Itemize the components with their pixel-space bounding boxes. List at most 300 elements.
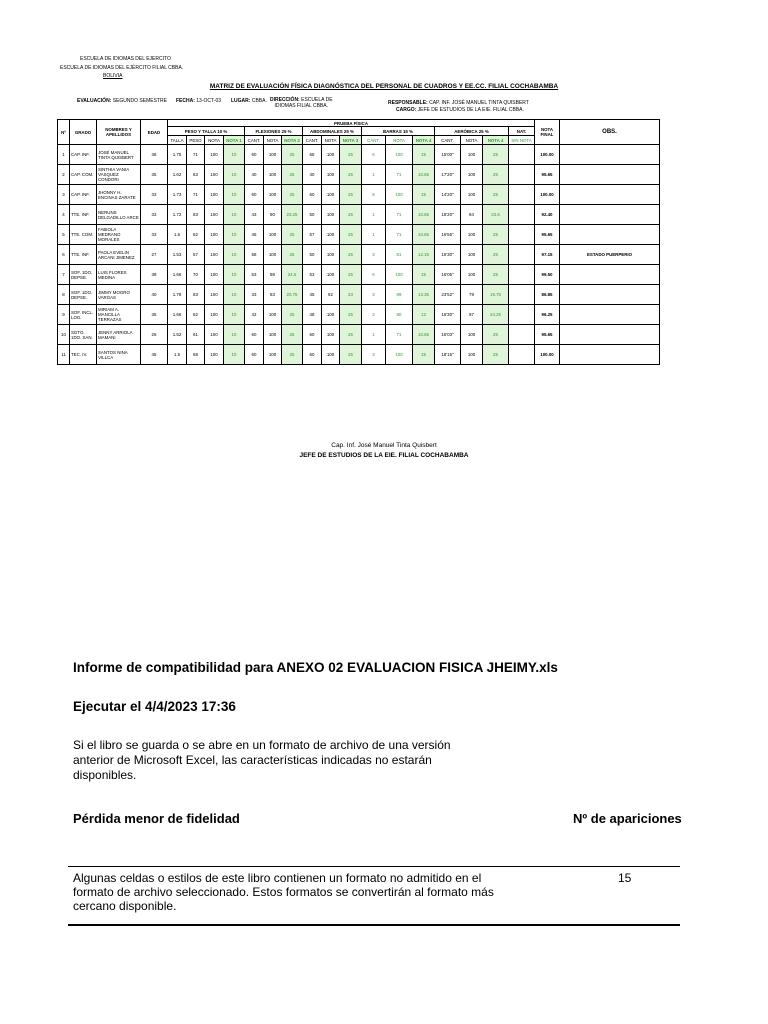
cell-nombres: JOSÉ MANUEL TINTA QUISBERT (97, 145, 141, 165)
cell-barras-cant: 6 (362, 265, 386, 285)
cell-aerob-nota: 100 (461, 265, 483, 285)
cell-edad: 26 (141, 325, 168, 345)
cell-aerob-nota: 97 (461, 305, 483, 325)
cell-aerob-tiempo: 16'30" (435, 305, 461, 325)
cell-peso: 70 (187, 265, 205, 285)
cell-nota3: 25 (340, 145, 362, 165)
cell-aerob-tiempo: 16'05" (435, 265, 461, 285)
cell-nota1: 10 (224, 345, 245, 365)
cell-observaciones (560, 225, 660, 245)
cell-peso: 58 (187, 345, 205, 365)
cell-edad: 33 (141, 225, 168, 245)
cell-flex-nota: 90 (264, 205, 282, 225)
cell-barras-nota: 80 (386, 305, 413, 325)
position-info: CARGO: JEFE DE ESTUDIOS DE LA EIE. FILIAL CBBA. (396, 107, 524, 113)
sub-nota: NOTA (264, 136, 282, 145)
cell-nombres: JHONNY H. ENCINAS ZARATE (97, 185, 141, 205)
cell-nota4-aerob: 23.5 (483, 205, 509, 225)
sub-sin-nota: SIN NOTA (509, 136, 535, 145)
cell-nota2: 24.5 (282, 265, 303, 285)
header-edad: EDAD (141, 120, 168, 145)
header-prueba-fisica: PRUEBA FÍSICA (168, 120, 535, 127)
sub-nota: NOTA (205, 136, 224, 145)
cell-nota4-barras: 10.65 (413, 165, 435, 185)
sub-nota4: NOTA 4 (413, 136, 435, 145)
cell-barras-cant: 6 (362, 145, 386, 165)
cell-nota1: 10 (224, 245, 245, 265)
cell-nota-peso: 100 (205, 345, 224, 365)
cell-abd-nota: 100 (322, 305, 340, 325)
cell-edad: 27 (141, 245, 168, 265)
cell-nombres: NERUNS DELGADILLO ARCE (97, 205, 141, 225)
sub-cant: CANT. (435, 136, 461, 145)
cell-nombres: JENNY ARRIOLA MAMANI (97, 325, 141, 345)
table-row (58, 185, 660, 205)
cell-nat-sin-nota (509, 245, 535, 265)
cell-flex-nota: 100 (264, 185, 282, 205)
cell-nombres: FABIOLA MEDRANO MORALES (97, 225, 141, 245)
group-barras: BARRAS 15 % (362, 127, 435, 136)
cell-nota4-barras: 12 (413, 305, 435, 325)
cell-talla: 1.6 (168, 225, 187, 245)
cell-observaciones (560, 145, 660, 165)
cell-peso: 71 (187, 145, 205, 165)
document-title: MATRIZ DE EVALUACIÓN FÍSICA DIAGNÓSTICA DEL PERSONAL DE CUADROS Y EE.CC. FILIAL COCHABAMBA (209, 83, 559, 90)
cell-nota4-aerob: 25 (483, 325, 509, 345)
table-row (58, 325, 660, 345)
cell-row-number: 11 (58, 345, 70, 365)
cell-peso: 62 (187, 305, 205, 325)
cell-flex-cant: 60 (245, 185, 264, 205)
cell-flex-nota: 83 (264, 285, 282, 305)
cell-grado: SGTO. 1DO. SAN. (70, 325, 97, 345)
cell-nota-final: 92.40 (535, 205, 560, 225)
cell-peso: 83 (187, 205, 205, 225)
cell-barras-nota: 71 (386, 325, 413, 345)
cell-flex-cant: 43 (245, 205, 264, 225)
group-abdominales: ABDOMINALES 25 % (303, 127, 362, 136)
cell-nota4-barras: 15 (413, 265, 435, 285)
cell-abd-cant: 57 (303, 225, 322, 245)
cell-barras-cant: 2 (362, 305, 386, 325)
cell-peso: 62 (187, 225, 205, 245)
cell-nat-sin-nota (509, 165, 535, 185)
cell-nota-final: 100.00 (535, 145, 560, 165)
cell-nota-final: 100.00 (535, 185, 560, 205)
cell-nota4-barras: 15 (413, 145, 435, 165)
cell-aerob-nota: 100 (461, 225, 483, 245)
cell-nota4-aerob: 25 (483, 245, 509, 265)
cell-nombres: PAOLA EVELIN ARCANI JIMENEZ (97, 245, 141, 265)
cell-barras-nota: 100 (386, 185, 413, 205)
sub-nota1: NOTA 1 (224, 136, 245, 145)
issue-top-border (68, 866, 680, 867)
cell-flex-nota: 100 (264, 225, 282, 245)
cell-observaciones (560, 205, 660, 225)
cell-talla: 1.66 (168, 305, 187, 325)
cell-aerob-nota: 100 (461, 185, 483, 205)
cell-nota4-aerob: 25 (483, 345, 509, 365)
sub-nota4: NOTA 4 (483, 136, 509, 145)
sub-cant: CANT. (362, 136, 386, 145)
cell-edad: 33 (141, 185, 168, 205)
table-row (58, 245, 660, 265)
cell-flex-cant: 45 (245, 225, 264, 245)
date-info: FECHA: 13-OCT-03 (176, 98, 222, 104)
cell-nota4-aerob: 25 (483, 145, 509, 165)
cell-abd-nota: 100 (322, 185, 340, 205)
cell-nota-final: 99.50 (535, 265, 560, 285)
cell-abd-cant: 65 (303, 145, 322, 165)
cell-aerob-nota: 100 (461, 325, 483, 345)
cell-abd-nota: 100 (322, 165, 340, 185)
cell-flex-cant: 40 (245, 165, 264, 185)
table-row (58, 225, 660, 245)
cell-nota-peso: 100 (205, 165, 224, 185)
cell-aerob-nota: 100 (461, 165, 483, 185)
sub-peso: PESO (187, 136, 205, 145)
cell-flex-nota: 100 (264, 145, 282, 165)
group-flexiones: FLEXIONES 25 % (245, 127, 303, 136)
sub-cant: CANT. (245, 136, 264, 145)
cell-aerob-tiempo: 16'03" (435, 325, 461, 345)
cell-abd-cant: 60 (303, 185, 322, 205)
cell-grado: SOF. INCL. LOG. (70, 305, 97, 325)
cell-nota3: 25 (340, 245, 362, 265)
cell-flex-cant: 60 (245, 345, 264, 365)
header-grado: GRADO (70, 120, 97, 145)
cell-flex-cant: 42 (245, 305, 264, 325)
cell-nota-peso: 100 (205, 305, 224, 325)
school-branch-line: ESCUELA DE IDIOMAS DEL EJÉRCITO FILIAL CBBA. (60, 65, 184, 71)
cell-talla: 1.75 (168, 145, 187, 165)
cell-row-number: 6 (58, 245, 70, 265)
cell-grado: CAP. INF. (70, 145, 97, 165)
cell-barras-cant: 1 (362, 225, 386, 245)
cell-nota4-barras: 15 (413, 185, 435, 205)
cell-nota1: 10 (224, 325, 245, 345)
sub-nota: NOTA (322, 136, 340, 145)
cell-observaciones: ESTADO PUERPERIO (560, 245, 660, 265)
table-row (58, 345, 660, 365)
header-nota-final: NOTA FINAL (535, 120, 560, 145)
cell-peso: 83 (187, 285, 205, 305)
cell-nota1: 10 (224, 165, 245, 185)
cell-row-number: 5 (58, 225, 70, 245)
cell-barras-nota: 71 (386, 225, 413, 245)
cell-abd-cant: 50 (303, 205, 322, 225)
compat-report-description: Si el libro se guarda o se abre en un formato de archivo de una versión anterior de Microsoft Excel, las características indicadas no estarán disponibles. (73, 738, 451, 782)
cell-abd-nota: 100 (322, 325, 340, 345)
place-info: LUGAR: CBBA. (231, 98, 267, 104)
cell-edad: 33 (141, 205, 168, 225)
cell-observaciones (560, 285, 660, 305)
sub-talla: TALLA (168, 136, 187, 145)
header-n: Nº (58, 120, 70, 145)
cell-nota1: 10 (224, 145, 245, 165)
cell-edad: 45 (141, 345, 168, 365)
cell-nota2: 25 (282, 185, 303, 205)
cell-nota3: 25 (340, 185, 362, 205)
cell-nota1: 10 (224, 265, 245, 285)
group-peso-talla: PESO Y TALLA 10 % (168, 127, 245, 136)
cell-peso: 61 (187, 325, 205, 345)
cell-aerob-tiempo: 23'52" (435, 285, 461, 305)
cell-abd-nota: 100 (322, 345, 340, 365)
issue-description: Algunas celdas o estilos de este libro contienen un formato no admitido en el formato de archivo seleccionado. Estos formatos se convertirán al formato más cercano disponible. (73, 871, 494, 913)
cell-talla: 1.5 (168, 345, 187, 365)
cell-row-number: 7 (58, 265, 70, 285)
cell-edad: 35 (141, 165, 168, 185)
cell-nota4-aerob: 25 (483, 225, 509, 245)
cell-row-number: 1 (58, 145, 70, 165)
cell-observaciones (560, 325, 660, 345)
cell-aerob-tiempo: 16'55" (435, 225, 461, 245)
signature-position: JEFE DE ESTUDIOS DE LA EIE. FILIAL COCHABAMBA (299, 452, 469, 459)
cell-nota-final: 97.15 (535, 245, 560, 265)
cell-observaciones (560, 165, 660, 185)
cell-nota1: 10 (224, 225, 245, 245)
cell-abd-cant: 50 (303, 245, 322, 265)
cell-nat-sin-nota (509, 345, 535, 365)
cell-talla: 1.73 (168, 185, 187, 205)
cell-grado: CAP. INF. (70, 185, 97, 205)
cell-nota4-barras: 10.65 (413, 205, 435, 225)
cell-nota-peso: 100 (205, 265, 224, 285)
cell-nota1: 10 (224, 305, 245, 325)
group-aerobica: AERÓBICA 25 % (435, 127, 509, 136)
cell-row-number: 10 (58, 325, 70, 345)
cell-nota-final: 86.85 (535, 285, 560, 305)
sub-nota3: NOTA 3 (340, 136, 362, 145)
cell-nota4-barras: 12.15 (413, 245, 435, 265)
cell-nota3: 25 (340, 165, 362, 185)
cell-grado: TTE. INF. (70, 245, 97, 265)
cell-aerob-nota: 100 (461, 345, 483, 365)
sub-cant: CANT. (303, 136, 322, 145)
cell-grado: SOF. 1DO. DEPSE. (70, 285, 97, 305)
sub-nota2: NOTA 2 (282, 136, 303, 145)
cell-nota-peso: 100 (205, 285, 224, 305)
cell-talla: 1.66 (168, 265, 187, 285)
cell-nota-peso: 100 (205, 145, 224, 165)
cell-nat-sin-nota (509, 225, 535, 245)
cell-nota-final: 95.65 (535, 225, 560, 245)
cell-nota4-aerob: 19.75 (483, 285, 509, 305)
cell-aerob-tiempo: 18'20" (435, 205, 461, 225)
issue-count: 15 (618, 871, 632, 885)
cell-flex-cant: 58 (245, 245, 264, 265)
responsible-info: RESPONSABLE: CAP. INF. JOSÉ MANUEL TINTA QUISBERT (388, 100, 529, 106)
cell-nota4-aerob: 25 (483, 165, 509, 185)
cell-talla: 1.53 (168, 245, 187, 265)
sub-nota: NOTA (386, 136, 413, 145)
cell-nota-peso: 100 (205, 185, 224, 205)
cell-barras-nota: 71 (386, 165, 413, 185)
cell-grado: SOF. 1DO. DEPSE. (70, 265, 97, 285)
cell-nota4-barras: 15 (413, 345, 435, 365)
cell-nombres: LUIS FLORES MEDINA (97, 265, 141, 285)
occurrences-header: Nº de apariciones (573, 811, 682, 826)
cell-barras-nota: 100 (386, 345, 413, 365)
cell-talla: 1.62 (168, 165, 187, 185)
cell-nota-final: 100.00 (535, 345, 560, 365)
cell-nota-final: 95.65 (535, 325, 560, 345)
header-obs: OBS. (560, 120, 660, 145)
cell-row-number: 8 (58, 285, 70, 305)
cell-aerob-nota: 100 (461, 245, 483, 265)
cell-barras-nota: 89 (386, 285, 413, 305)
cell-barras-cant: 1 (362, 205, 386, 225)
cell-nota1: 10 (224, 205, 245, 225)
cell-nota3: 25 (340, 305, 362, 325)
cell-nota3: 25 (340, 205, 362, 225)
cell-barras-nota: 71 (386, 205, 413, 225)
cell-nota4-aerob: 25 (483, 185, 509, 205)
cell-nat-sin-nota (509, 325, 535, 345)
cell-nota-peso: 100 (205, 325, 224, 345)
cell-flex-cant: 60 (245, 325, 264, 345)
cell-nat-sin-nota (509, 145, 535, 165)
cell-abd-cant: 60 (303, 345, 322, 365)
cell-nota3: 25 (340, 265, 362, 285)
signature-name: Cap. Inf. José Manuel Tinta Quisbert (331, 442, 437, 449)
cell-nota2: 20.75 (282, 285, 303, 305)
cell-nota4-aerob: 24.25 (483, 305, 509, 325)
cell-nombres: JIMMY MOGRO VARGAS (97, 285, 141, 305)
cell-aerob-tiempo: 16'30" (435, 245, 461, 265)
cell-abd-nota: 100 (322, 145, 340, 165)
cell-nota-final: 96.25 (535, 305, 560, 325)
cell-nombres: MIRIAM A. MANCILLA TERRAZAS (97, 305, 141, 325)
cell-aerob-nota: 100 (461, 145, 483, 165)
cell-nota-peso: 100 (205, 225, 224, 245)
cell-nat-sin-nota (509, 185, 535, 205)
cell-grado: TTE. INF. (70, 205, 97, 225)
cell-barras-cant: 1 (362, 165, 386, 185)
direction-info: DIRECCIÓN: ESCUELA DE IDIOMAS FILIAL CBBA. (270, 97, 333, 109)
cell-flex-nota: 100 (264, 165, 282, 185)
cell-edad: 35 (141, 305, 168, 325)
cell-nota2: 25 (282, 345, 303, 365)
cell-flex-cant: 60 (245, 145, 264, 165)
evaluation-table (57, 119, 660, 365)
cell-nota4-barras: 10.65 (413, 225, 435, 245)
cell-abd-cant: 60 (303, 325, 322, 345)
cell-nota4-barras: 10.65 (413, 325, 435, 345)
compat-report-title: Informe de compatibilidad para ANEXO 02 EVALUACION FISICA JHEIMY.xls (73, 660, 558, 675)
cell-grado: TTE. COM. (70, 225, 97, 245)
cell-talla: 1.72 (168, 205, 187, 225)
cell-nat-sin-nota (509, 265, 535, 285)
cell-abd-nota: 92 (322, 285, 340, 305)
cell-nota2: 25 (282, 145, 303, 165)
cell-nota2: 25 (282, 165, 303, 185)
cell-nota2: 25 (282, 225, 303, 245)
cell-aerob-tiempo: 18'15" (435, 345, 461, 365)
cell-peso: 63 (187, 165, 205, 185)
cell-aerob-nota: 94 (461, 205, 483, 225)
cell-barras-cant: 3 (362, 285, 386, 305)
group-nat: NAT. (509, 127, 535, 136)
cell-nota2: 23.25 (282, 205, 303, 225)
cell-flex-cant: 53 (245, 265, 264, 285)
cell-nota2: 25 (282, 245, 303, 265)
cell-nat-sin-nota (509, 305, 535, 325)
cell-aerob-tiempo: 15'00" (435, 145, 461, 165)
cell-edad: 40 (141, 285, 168, 305)
cell-nota3: 23 (340, 285, 362, 305)
minor-fidelity-loss-header: Pérdida menor de fidelidad (73, 811, 240, 826)
cell-abd-cant: 53 (303, 265, 322, 285)
cell-abd-cant: 45 (303, 285, 322, 305)
sub-nota: NOTA (461, 136, 483, 145)
cell-aerob-tiempo: 14'20" (435, 185, 461, 205)
cell-flex-cant: 33 (245, 285, 264, 305)
cell-row-number: 2 (58, 165, 70, 185)
table-row (58, 205, 660, 225)
cell-observaciones (560, 345, 660, 365)
cell-barras-cant: 8 (362, 185, 386, 205)
cell-flex-nota: 100 (264, 245, 282, 265)
cell-flex-nota: 100 (264, 305, 282, 325)
cell-nota4-aerob: 25 (483, 265, 509, 285)
header-nombres: NOMBRES Y APELLIDOS (97, 120, 141, 145)
cell-row-number: 9 (58, 305, 70, 325)
cell-row-number: 4 (58, 205, 70, 225)
table-row (58, 305, 660, 325)
cell-edad: 39 (141, 265, 168, 285)
cell-abd-cant: 48 (303, 305, 322, 325)
cell-flex-nota: 100 (264, 325, 282, 345)
cell-peso: 71 (187, 185, 205, 205)
evaluation-info: EVALUACIÓN: SEGUNDO SEMESTRE (77, 98, 167, 104)
cell-nota4-barras: 13.35 (413, 285, 435, 305)
cell-nota3: 25 (340, 325, 362, 345)
cell-abd-nota: 100 (322, 225, 340, 245)
cell-grado: TEC. IV. (70, 345, 97, 365)
cell-nota-peso: 100 (205, 205, 224, 225)
cell-grado: CAP. COM. (70, 165, 97, 185)
cell-barras-nota: 100 (386, 265, 413, 285)
cell-observaciones (560, 305, 660, 325)
cell-nombres: SINTHIA VANIA VASQUEZ CONDORI (97, 165, 141, 185)
cell-talla: 1.52 (168, 325, 187, 345)
compat-report-run-date: Ejecutar el 4/4/2023 17:36 (73, 699, 236, 714)
school-name-line: ESCUELA DE IDIOMAS DEL EJERCITO (80, 56, 171, 62)
cell-nota3: 25 (340, 225, 362, 245)
cell-row-number: 3 (58, 185, 70, 205)
cell-nota-final: 95.65 (535, 165, 560, 185)
cell-nat-sin-nota (509, 205, 535, 225)
cell-nota-peso: 100 (205, 245, 224, 265)
cell-nota2: 25 (282, 305, 303, 325)
cell-nombres: SANTOS NINA VILLCA (97, 345, 141, 365)
table-row (58, 265, 660, 285)
cell-flex-nota: 100 (264, 345, 282, 365)
cell-abd-nota: 100 (322, 205, 340, 225)
cell-peso: 57 (187, 245, 205, 265)
cell-edad: 36 (141, 145, 168, 165)
cell-barras-nota: 81 (386, 245, 413, 265)
country-line: BOLIVIA (103, 73, 123, 79)
cell-nota1: 10 (224, 285, 245, 305)
table-row (58, 145, 660, 165)
cell-nota1: 10 (224, 185, 245, 205)
cell-observaciones (560, 265, 660, 285)
cell-nota3: 25 (340, 345, 362, 365)
cell-aerob-tiempo: 17'20" (435, 165, 461, 185)
